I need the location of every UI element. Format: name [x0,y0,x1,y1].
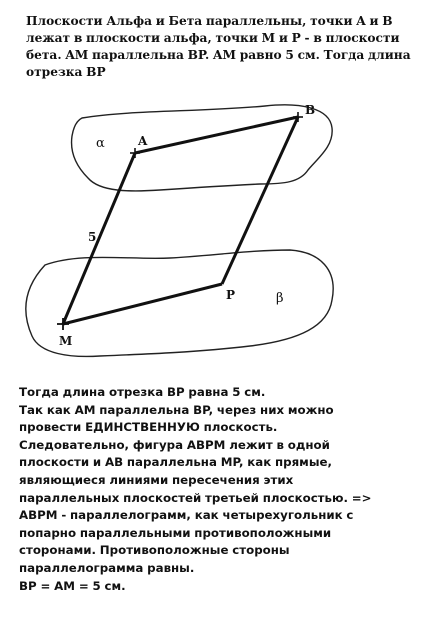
geometry-figure [0,100,427,380]
segment-am [63,153,135,324]
solution-line: ABPM - параллелограмм, как четырехугольник с [19,508,354,523]
label-point-p: P [226,288,236,302]
label-point-b: B [305,103,316,117]
label-am-length: 5 [88,230,97,244]
segment-pm [63,284,222,324]
solution-line: Так как AM параллельна BP, через них можно [19,402,334,417]
solution-line: BP = AM = 5 см. [19,578,126,593]
label-plane-beta: β [276,291,284,306]
solution-line: провести ЕДИНСТВЕННУЮ плоскость. [19,420,278,435]
solution-line: плоскости и AB параллельна MP, как прямые, [19,455,332,470]
solution-line: параллелограмма равны. [19,560,195,575]
solution-line: Тогда длина отрезка BP равна 5 см. [19,385,266,399]
solution-line: являющиеся линиями пересечения этих [19,472,294,487]
solution-line: параллельных плоскостей третьей плоскостью. => [19,490,372,505]
problem-statement [26,13,418,81]
solution-line: сторонами. Противоположные стороны [19,543,290,558]
solution-line: попарно параллельными противоположными [19,525,332,540]
solution-line: Следовательно, фигура ABPM лежит в одной [19,437,330,452]
point-b-marker [293,112,303,122]
problem-line: Плоскости Альфа и Бета параллельны, точки A и B [26,14,393,28]
problem-line: отрезка BP [26,65,106,79]
point-a-marker [130,148,140,158]
label-point-m: M [59,334,73,348]
point-m-marker [57,318,69,330]
segment-bp [222,117,298,284]
segment-ab [135,117,298,153]
solution-text [19,384,419,595]
label-plane-alpha: α [96,136,105,151]
problem-line: лежат в плоскости альфа, точки M и P - в плоскости [26,31,400,45]
problem-line: бета. AM параллельна BP. AM равно 5 см. Тогда длина [26,48,411,62]
label-point-a: A [138,134,148,148]
